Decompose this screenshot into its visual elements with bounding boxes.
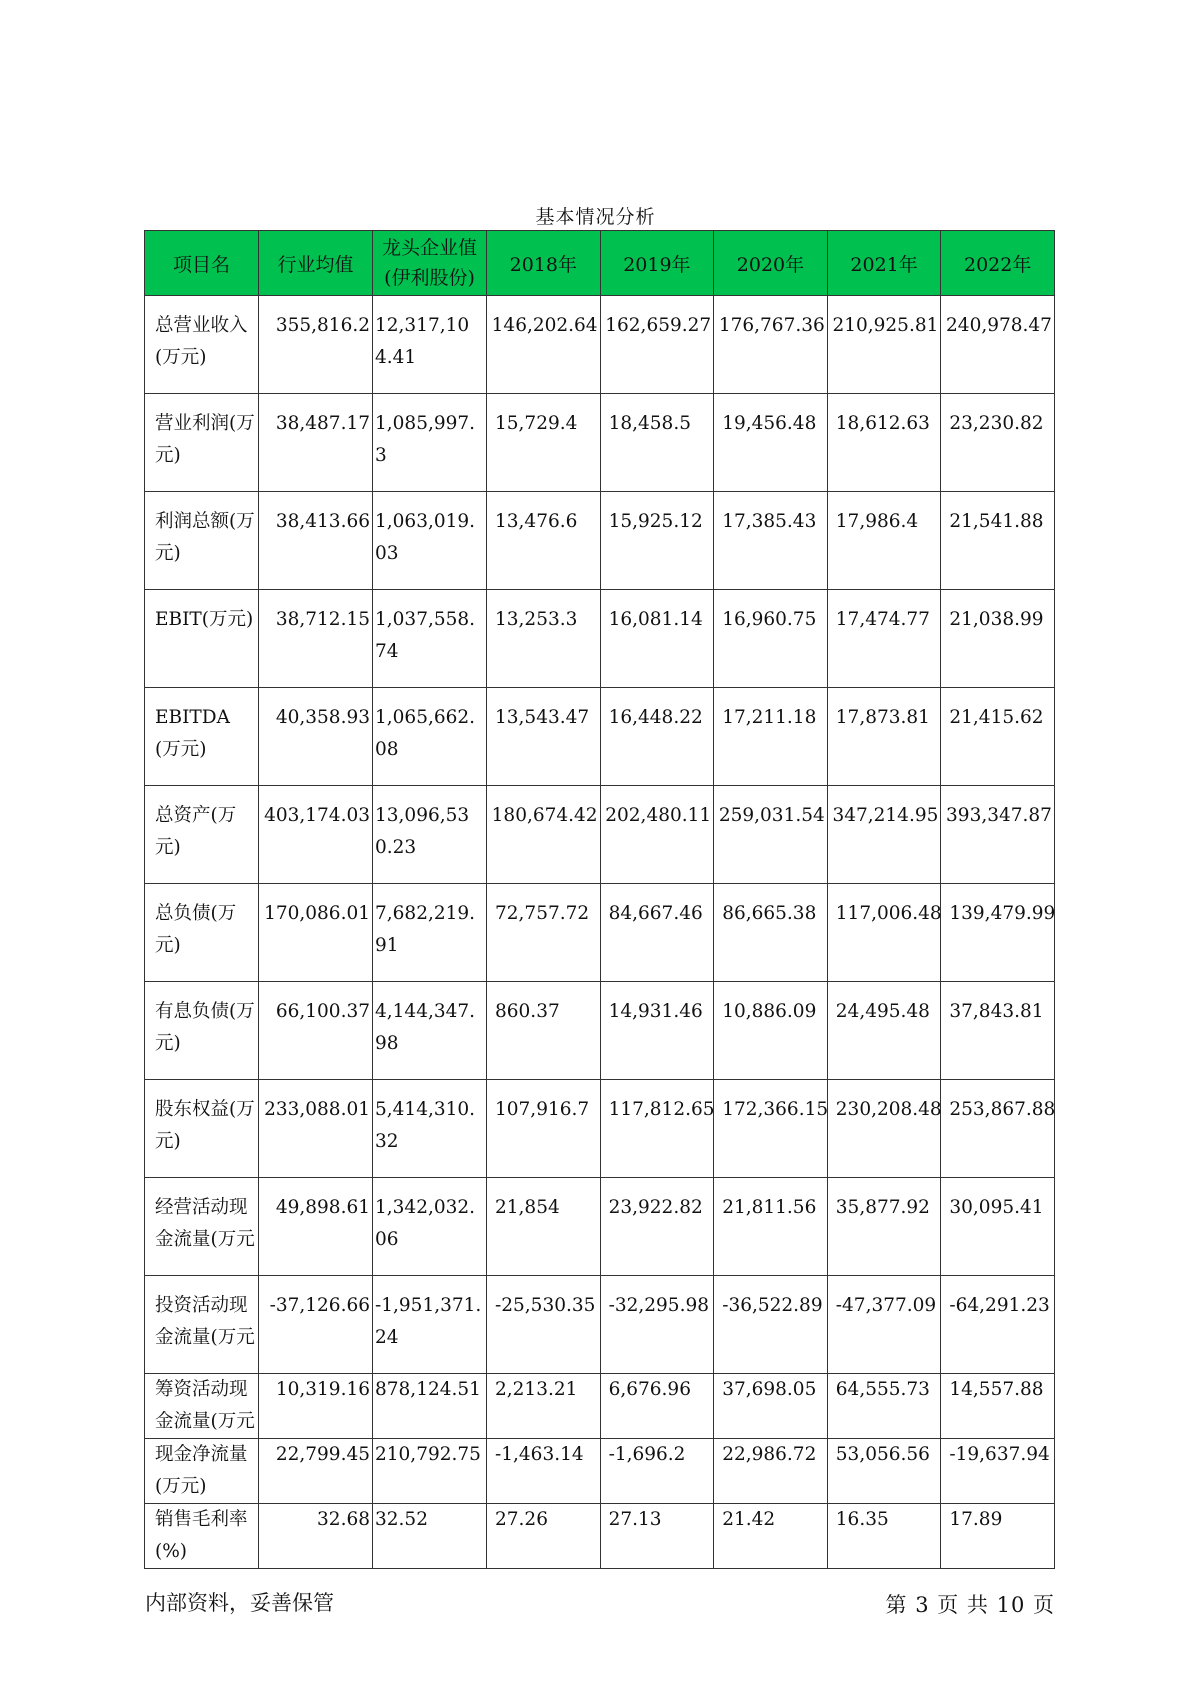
year-cell: [600, 1374, 714, 1439]
industry-avg-cell-text: 10,319.16: [275, 1379, 370, 1400]
row-label: [145, 1504, 259, 1569]
year-cell: [714, 590, 828, 688]
year-cell: [600, 786, 714, 884]
row-label: [145, 688, 259, 786]
industry-avg-cell-text: 38,413.66: [275, 511, 370, 532]
year-cell-text: 14,557.88: [949, 1379, 1044, 1400]
year-cell-text: 176,767.36: [718, 315, 825, 336]
table-row: [145, 688, 1055, 786]
leader-cell-text: 7,682,219.91: [375, 903, 476, 956]
row-label: [145, 884, 259, 982]
industry-avg-cell-text: 170,086.01: [264, 903, 370, 924]
leader-cell-text: 4,144,347.98: [375, 1001, 476, 1054]
year-cell: [827, 1178, 941, 1276]
leader-cell-text: 1,085,997.3: [375, 413, 476, 466]
year-cell: [487, 1504, 601, 1569]
row-label: [145, 296, 259, 394]
table-row: [145, 394, 1055, 492]
year-cell-text: 17.89: [949, 1509, 1003, 1530]
year-cell: [600, 1080, 714, 1178]
year-cell-text: 347,214.95: [832, 805, 939, 826]
year-cell: [941, 982, 1055, 1080]
industry-avg-cell-text: 22,799.45: [275, 1444, 370, 1465]
year-cell-text: 117,006.48: [835, 903, 942, 924]
row-label: [145, 1439, 259, 1504]
year-cell: [714, 492, 828, 590]
leader-cell: [373, 1178, 487, 1276]
table-row: [145, 1504, 1055, 1569]
year-cell: [714, 982, 828, 1080]
year-cell: [600, 492, 714, 590]
year-cell-text: 18,458.5: [608, 413, 691, 434]
year-cell-text: 16,448.22: [608, 707, 703, 728]
leader-cell-text: 1,065,662.08: [375, 707, 476, 760]
year-cell-text: 146,202.64: [491, 315, 598, 336]
industry-avg-cell: [259, 1080, 373, 1178]
industry-avg-cell: [259, 1504, 373, 1569]
industry-avg-cell: [259, 1439, 373, 1504]
industry-avg-cell-text: 40,358.93: [275, 707, 370, 728]
year-cell-text: 86,665.38: [722, 903, 817, 924]
year-cell-text: 393,347.87: [946, 805, 1052, 826]
year-cell: [941, 492, 1055, 590]
year-cell: [714, 884, 828, 982]
industry-avg-cell-text: 355,816.2: [275, 315, 370, 336]
leader-cell-text: -1,951,371.24: [375, 1295, 482, 1348]
year-cell: [827, 1504, 941, 1569]
year-cell: [487, 296, 601, 394]
year-cell: [941, 688, 1055, 786]
row-label: [145, 1276, 259, 1374]
year-cell: [827, 492, 941, 590]
header-year-2020: 2020年: [714, 231, 828, 296]
leader-cell-text: 210,792.75: [375, 1444, 481, 1465]
year-cell-text: -64,291.23: [949, 1295, 1050, 1316]
row-label: [145, 1374, 259, 1439]
year-cell: [714, 786, 828, 884]
year-cell-text: 22,986.72: [722, 1444, 817, 1465]
header-row: [145, 231, 1055, 296]
header-industry-avg: 行业均值: [259, 231, 373, 296]
year-cell: [714, 394, 828, 492]
year-cell: [941, 884, 1055, 982]
industry-avg-cell-text: 32.68: [317, 1509, 370, 1530]
row-label: [145, 492, 259, 590]
leader-cell: [373, 688, 487, 786]
year-cell-text: -36,522.89: [722, 1295, 823, 1316]
header-year-2022: 2022年: [941, 231, 1055, 296]
industry-avg-cell: [259, 1374, 373, 1439]
year-cell-text: 17,873.81: [835, 707, 930, 728]
industry-avg-cell-text: -37,126.66: [269, 1295, 370, 1316]
year-cell-text: 21.42: [722, 1509, 776, 1530]
year-cell: [600, 296, 714, 394]
row-label: [145, 1178, 259, 1276]
header-year-2019: 2019年: [600, 231, 714, 296]
industry-avg-cell: [259, 1178, 373, 1276]
row-label: [145, 1080, 259, 1178]
year-cell-text: 72,757.72: [495, 903, 590, 924]
header-item: 项目名: [145, 231, 259, 296]
table-row: [145, 982, 1055, 1080]
table-row: [145, 1276, 1055, 1374]
row-label: [145, 394, 259, 492]
year-cell-text: 15,925.12: [608, 511, 703, 532]
year-cell-text: 16,960.75: [722, 609, 817, 630]
year-cell-text: 17,385.43: [722, 511, 817, 532]
year-cell-text: 24,495.48: [835, 1001, 930, 1022]
leader-cell: [373, 492, 487, 590]
row-label-text: 利润总额(万元): [155, 511, 255, 564]
year-cell-text: 30,095.41: [949, 1197, 1044, 1218]
year-cell-text: 21,811.56: [722, 1197, 817, 1218]
year-cell: [487, 688, 601, 786]
row-label-text: 股东权益(万元): [155, 1099, 255, 1152]
basic-analysis-table: [144, 230, 1055, 1569]
table-row: [145, 1080, 1055, 1178]
year-cell-text: 37,698.05: [722, 1379, 817, 1400]
industry-avg-cell: [259, 394, 373, 492]
year-cell: [600, 590, 714, 688]
leader-cell: [373, 1439, 487, 1504]
table-row: [145, 590, 1055, 688]
leader-cell: [373, 1080, 487, 1178]
year-cell: [714, 1439, 828, 1504]
leader-cell: [373, 296, 487, 394]
year-cell: [600, 1439, 714, 1504]
leader-cell: [373, 394, 487, 492]
leader-cell: [373, 1504, 487, 1569]
year-cell-text: 259,031.54: [718, 805, 825, 826]
year-cell-text: -25,530.35: [495, 1295, 596, 1316]
leader-cell-text: 13,096,530.23: [375, 805, 470, 858]
year-cell: [487, 590, 601, 688]
year-cell: [827, 1439, 941, 1504]
industry-avg-cell-text: 66,100.37: [275, 1001, 370, 1022]
year-cell: [941, 590, 1055, 688]
row-label-text: 营业利润(万元): [155, 413, 255, 466]
leader-cell: [373, 786, 487, 884]
header-year-2021: 2021年: [827, 231, 941, 296]
footer-confidential: 内部资料，妥善保管: [145, 1591, 334, 1615]
year-cell: [941, 296, 1055, 394]
year-cell: [827, 1374, 941, 1439]
year-cell: [714, 1276, 828, 1374]
table-row: [145, 1178, 1055, 1276]
row-label-text: EBITDA(万元): [155, 707, 230, 760]
row-label-text: 投资活动现金流量(万元: [155, 1295, 255, 1348]
year-cell-text: 13,543.47: [495, 707, 590, 728]
table-row: [145, 1374, 1055, 1439]
leader-cell-text: 878,124.51: [375, 1379, 481, 1400]
year-cell-text: 13,476.6: [495, 511, 578, 532]
year-cell: [487, 492, 601, 590]
industry-avg-cell: [259, 296, 373, 394]
year-cell-text: 13,253.3: [495, 609, 578, 630]
year-cell: [827, 296, 941, 394]
row-label: [145, 982, 259, 1080]
year-cell: [941, 394, 1055, 492]
year-cell: [600, 1276, 714, 1374]
year-cell: [487, 1276, 601, 1374]
year-cell-text: 84,667.46: [608, 903, 703, 924]
table-row: [145, 492, 1055, 590]
year-cell-text: 180,674.42: [491, 805, 598, 826]
year-cell-text: 27.26: [495, 1509, 548, 1530]
year-cell-text: -19,637.94: [949, 1444, 1050, 1465]
year-cell: [941, 1080, 1055, 1178]
year-cell-text: -1,696.2: [608, 1444, 686, 1465]
year-cell-text: 21,415.62: [949, 707, 1044, 728]
year-cell-text: 16.35: [835, 1509, 889, 1530]
industry-avg-cell: [259, 590, 373, 688]
leader-cell-text: 1,037,558.74: [375, 609, 476, 662]
year-cell: [941, 1504, 1055, 1569]
year-cell-text: 21,038.99: [949, 609, 1044, 630]
leader-cell-text: 12,317,104.41: [375, 315, 470, 368]
year-cell-text: -1,463.14: [495, 1444, 584, 1465]
industry-avg-cell: [259, 884, 373, 982]
table-row: [145, 1439, 1055, 1504]
footer-page-number: 第 3 页 共 10 页: [885, 1593, 1055, 1617]
year-cell: [487, 884, 601, 982]
year-cell-text: 253,867.88: [949, 1099, 1056, 1120]
year-cell: [487, 1439, 601, 1504]
year-cell-text: 860.37: [495, 1001, 560, 1022]
year-cell-text: 17,474.77: [835, 609, 930, 630]
year-cell: [714, 688, 828, 786]
leader-cell: [373, 1374, 487, 1439]
year-cell-text: 6,676.96: [608, 1379, 691, 1400]
year-cell: [827, 688, 941, 786]
leader-cell: [373, 590, 487, 688]
year-cell: [827, 982, 941, 1080]
year-cell-text: 162,659.27: [605, 315, 712, 336]
row-label-text: 总资产(万元): [155, 805, 237, 858]
header-leader: 龙头企业值(伊利股份): [373, 231, 487, 296]
year-cell: [714, 1374, 828, 1439]
leader-cell: [373, 982, 487, 1080]
industry-avg-cell: [259, 492, 373, 590]
header-year-2018: 2018年: [487, 231, 601, 296]
year-cell: [600, 1504, 714, 1569]
industry-avg-cell-text: 403,174.03: [264, 805, 370, 826]
row-label-text: 现金净流量(万元): [155, 1444, 248, 1497]
year-cell-text: 230,208.48: [835, 1099, 942, 1120]
year-cell-text: 2,213.21: [495, 1379, 578, 1400]
year-cell-text: 37,843.81: [949, 1001, 1044, 1022]
industry-avg-cell-text: 38,487.17: [275, 413, 370, 434]
year-cell-text: 23,230.82: [949, 413, 1044, 434]
year-cell: [714, 1504, 828, 1569]
year-cell: [487, 1178, 601, 1276]
year-cell: [827, 394, 941, 492]
row-label-text: 有息负债(万元): [155, 1001, 255, 1054]
year-cell-text: 17,211.18: [722, 707, 817, 728]
year-cell: [941, 1439, 1055, 1504]
year-cell-text: 17,986.4: [835, 511, 919, 532]
year-cell: [600, 884, 714, 982]
year-cell: [600, 982, 714, 1080]
year-cell: [941, 1374, 1055, 1439]
year-cell-text: 16,081.14: [608, 609, 703, 630]
year-cell-text: 10,886.09: [722, 1001, 817, 1022]
year-cell-text: 117,812.65: [608, 1099, 715, 1120]
year-cell-text: 35,877.92: [835, 1197, 930, 1218]
table-row: [145, 296, 1055, 394]
industry-avg-cell-text: 233,088.01: [264, 1099, 370, 1120]
year-cell-text: 21,541.88: [949, 511, 1044, 532]
year-cell-text: -47,377.09: [835, 1295, 937, 1316]
year-cell: [600, 688, 714, 786]
year-cell: [827, 884, 941, 982]
industry-avg-cell: [259, 688, 373, 786]
year-cell: [487, 786, 601, 884]
year-cell: [487, 1080, 601, 1178]
year-cell-text: 14,931.46: [608, 1001, 703, 1022]
row-label-text: EBIT(万元): [155, 609, 254, 630]
table-row: [145, 884, 1055, 982]
year-cell-text: 240,978.47: [946, 315, 1052, 336]
industry-avg-cell: [259, 1276, 373, 1374]
year-cell: [941, 1178, 1055, 1276]
table-row: [145, 786, 1055, 884]
leader-cell: [373, 1276, 487, 1374]
year-cell: [827, 1080, 941, 1178]
year-cell: [714, 1178, 828, 1276]
year-cell: [487, 1374, 601, 1439]
year-cell-text: 64,555.73: [835, 1379, 930, 1400]
row-label-text: 总营业收入(万元): [155, 315, 248, 368]
year-cell-text: 23,922.82: [608, 1197, 703, 1218]
year-cell-text: -32,295.98: [608, 1295, 709, 1316]
year-cell-text: 27.13: [608, 1509, 662, 1530]
row-label-text: 销售毛利率(%): [155, 1509, 248, 1562]
year-cell: [600, 1178, 714, 1276]
industry-avg-cell: [259, 982, 373, 1080]
leader-cell-text: 32.52: [375, 1509, 428, 1530]
table-title: 基本情况分析: [535, 206, 656, 228]
leader-cell-text: 1,342,032.06: [375, 1197, 476, 1250]
year-cell-text: 210,925.81: [832, 315, 939, 336]
year-cell: [827, 786, 941, 884]
leader-cell-text: 5,414,310.32: [375, 1099, 476, 1152]
year-cell-text: 18,612.63: [835, 413, 930, 434]
row-label-text: 总负债(万元): [155, 903, 237, 956]
year-cell-text: 172,366.15: [722, 1099, 829, 1120]
row-label-text: 经营活动现金流量(万元: [155, 1197, 255, 1250]
industry-avg-cell: [259, 786, 373, 884]
year-cell: [827, 590, 941, 688]
year-cell: [487, 394, 601, 492]
industry-avg-cell-text: 38,712.15: [275, 609, 370, 630]
year-cell: [487, 982, 601, 1080]
row-label: [145, 786, 259, 884]
year-cell-text: 53,056.56: [835, 1444, 930, 1465]
year-cell-text: 19,456.48: [722, 413, 817, 434]
industry-avg-cell-text: 49,898.61: [275, 1197, 370, 1218]
year-cell-text: 202,480.11: [605, 805, 712, 826]
year-cell: [941, 786, 1055, 884]
year-cell-text: 21,854: [495, 1197, 560, 1218]
year-cell-text: 15,729.4: [495, 413, 578, 434]
row-label-text: 筹资活动现金流量(万元: [155, 1379, 255, 1432]
leader-cell-text: 1,063,019.03: [375, 511, 476, 564]
year-cell: [827, 1276, 941, 1374]
year-cell: [714, 296, 828, 394]
year-cell: [941, 1276, 1055, 1374]
year-cell-text: 139,479.99: [949, 903, 1056, 924]
year-cell-text: 107,916.7: [495, 1099, 590, 1120]
row-label: [145, 590, 259, 688]
leader-cell: [373, 884, 487, 982]
year-cell: [714, 1080, 828, 1178]
year-cell: [600, 394, 714, 492]
